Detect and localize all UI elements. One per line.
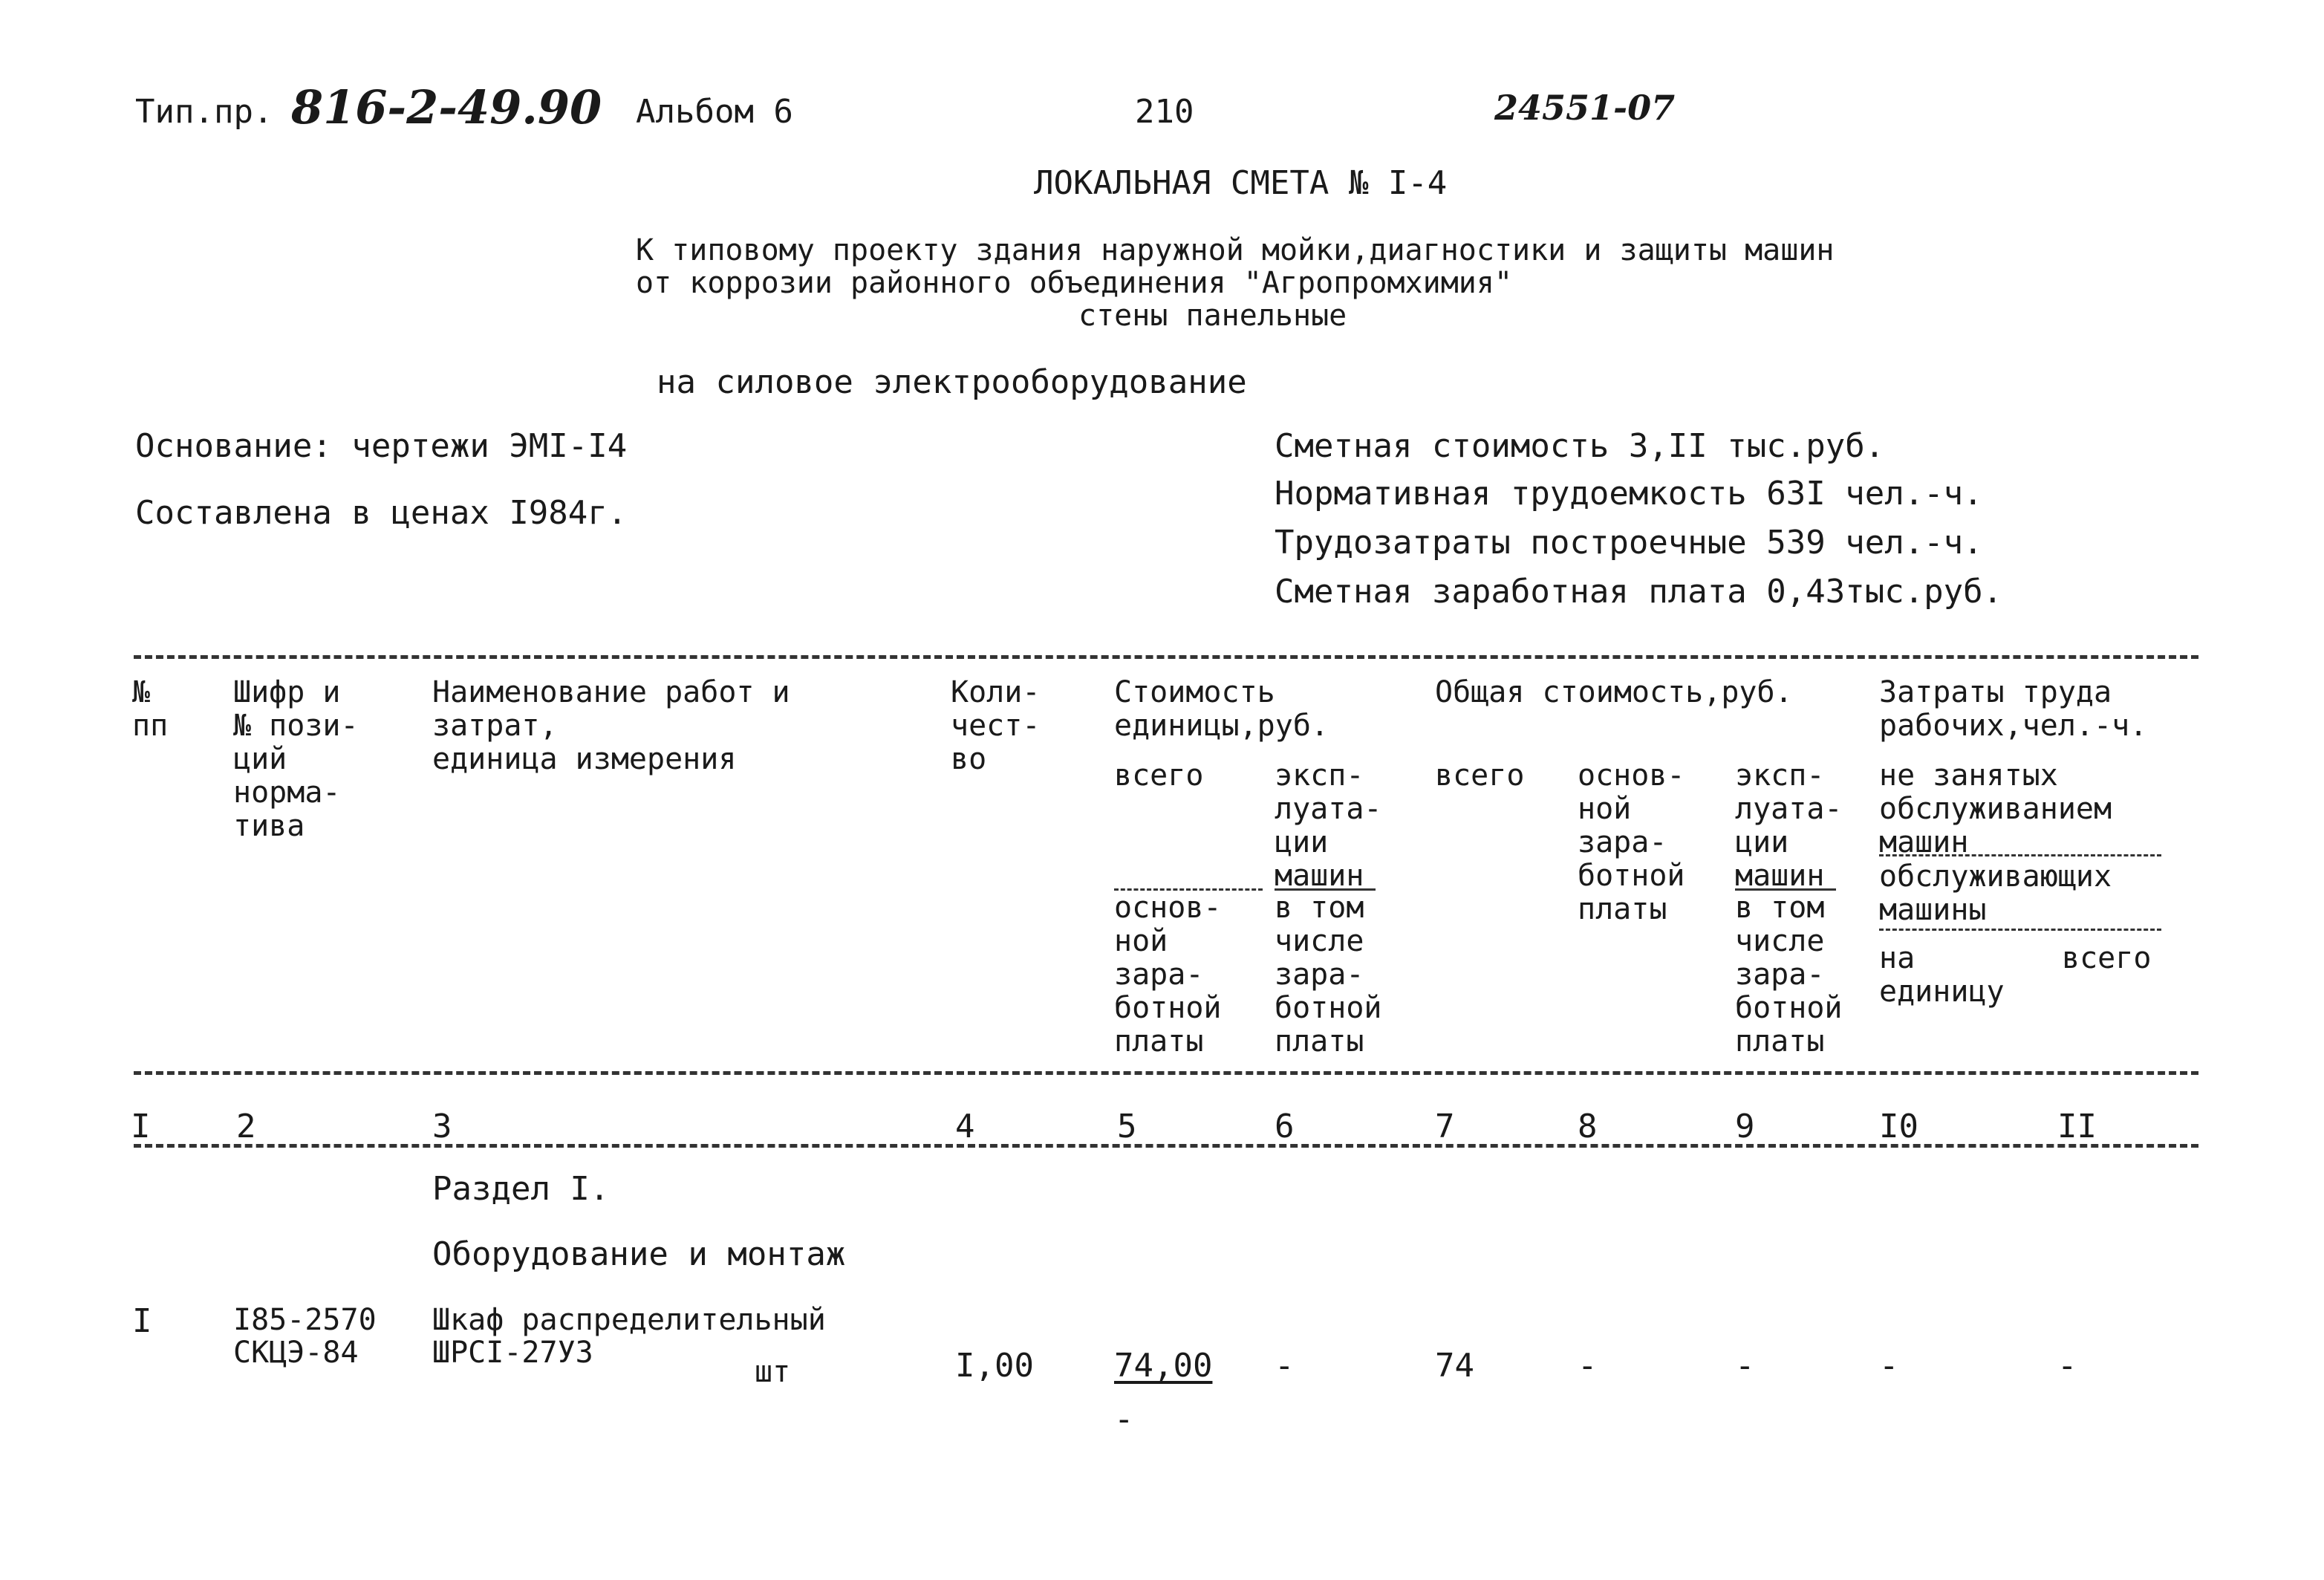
colnum-10: I0 bbox=[1879, 1108, 1918, 1145]
header-per-unit: на единицу bbox=[1879, 941, 2005, 1009]
document-code: 24551-07 bbox=[1494, 88, 1676, 128]
row-total-wage: - bbox=[1578, 1347, 1598, 1385]
header-labor-total: всего bbox=[2062, 941, 2152, 975]
project-description-line1: К типовому проекту здания наружной мойки,диагностики и защиты машин bbox=[636, 233, 1835, 267]
labor-separator-1 bbox=[1879, 854, 2161, 856]
colnum-11: II bbox=[2057, 1108, 2097, 1145]
estimate-title: ЛОКАЛЬНАЯ СМЕТА № I-4 bbox=[1034, 164, 1448, 202]
header-col-code: Шифр и № пози- ций норма- тива bbox=[233, 675, 359, 843]
header-col5-bottom: основ- ной зара- ботной платы bbox=[1114, 891, 1222, 1059]
labor-separator-2 bbox=[1879, 929, 2161, 931]
tip-label: Тип.пр. bbox=[135, 93, 273, 131]
row-unit-total: 74,00 bbox=[1114, 1347, 1213, 1385]
row-code-line2: СКЦЭ-84 bbox=[233, 1336, 359, 1370]
construction-labor: Трудозатраты построечные 539 чел.-ч. bbox=[1275, 524, 1983, 562]
estimated-cost: Сметная стоимость 3,II тыс.руб. bbox=[1275, 427, 1885, 465]
header-col5-top: всего bbox=[1114, 758, 1204, 793]
row-name-line2: ШРСI-27У3 bbox=[432, 1336, 593, 1370]
prices-line: Составлена в ценах I984г. bbox=[135, 494, 628, 532]
row-total: 74 bbox=[1435, 1347, 1474, 1385]
section-title: Раздел I. bbox=[432, 1170, 610, 1208]
header-col6-top: эксп- луата- ции машин bbox=[1275, 758, 1382, 893]
row-unit-machines: - bbox=[1275, 1347, 1295, 1385]
section-subtitle: Оборудование и монтаж bbox=[432, 1235, 846, 1273]
row-unit: шт bbox=[755, 1355, 791, 1389]
colnum-9: 9 bbox=[1735, 1108, 1755, 1145]
colnum-1: I bbox=[131, 1108, 151, 1145]
header-col9-bottom: в том числе зара- ботной платы bbox=[1735, 891, 1843, 1059]
row-labor-total: - bbox=[2057, 1347, 2077, 1385]
header-labor: Затраты труда рабочих,чел.-ч. bbox=[1879, 675, 2148, 743]
table-top-rule bbox=[134, 655, 2198, 659]
header-col-number: № пп bbox=[132, 675, 169, 743]
row-quantity: I,00 bbox=[955, 1347, 1034, 1385]
estimate-subject: на силовое электрооборудование bbox=[657, 363, 1247, 401]
header-unit-cost: Стоимость единицы,руб. bbox=[1114, 675, 1329, 743]
project-code: 816-2-49.90 bbox=[291, 80, 602, 134]
row-name-line1: Шкаф распределительный bbox=[432, 1303, 826, 1337]
row-number: I bbox=[132, 1302, 152, 1340]
header-col-quantity: Коли- чест- во bbox=[951, 675, 1041, 776]
row-labor-unit: - bbox=[1879, 1347, 1899, 1385]
estimated-wage: Сметная заработная плата 0,43тыс.руб. bbox=[1275, 573, 2003, 611]
normative-labor: Нормативная трудоемкость 63I чел.-ч. bbox=[1275, 475, 1983, 513]
colnum-2: 2 bbox=[236, 1108, 256, 1145]
header-col8: основ- ной зара- ботной платы bbox=[1578, 758, 1685, 926]
header-col-name: Наименование работ и затрат, единица измерения bbox=[432, 675, 790, 776]
colnum-bottom-rule bbox=[134, 1144, 2198, 1148]
page-number: 210 bbox=[1135, 93, 1194, 131]
header-col6-bottom: в том числе зара- ботной платы bbox=[1275, 891, 1382, 1059]
album-label: Альбом 6 bbox=[636, 93, 793, 131]
header-bottom-rule bbox=[134, 1071, 2198, 1075]
row-code-line1: I85-2570 bbox=[233, 1303, 377, 1337]
project-description-line3: стены панельные bbox=[1078, 299, 1347, 333]
header-col9-top: эксп- луата- ции машин bbox=[1735, 758, 1843, 893]
project-description-line2: от коррозии районного объединения "Агропромхимия" bbox=[636, 266, 1513, 300]
row-total-machines: - bbox=[1735, 1347, 1755, 1385]
colnum-6: 6 bbox=[1275, 1108, 1295, 1145]
header-total-cost: Общая стоимость,руб. bbox=[1435, 675, 1793, 709]
basis-line: Основание: чертежи ЭМI-I4 bbox=[135, 427, 628, 465]
colnum-4: 4 bbox=[955, 1108, 975, 1145]
row-unit-wage: - bbox=[1114, 1400, 1134, 1438]
header-col7: всего bbox=[1435, 758, 1525, 793]
colnum-3: 3 bbox=[432, 1108, 452, 1145]
colnum-7: 7 bbox=[1435, 1108, 1455, 1145]
colnum-8: 8 bbox=[1578, 1108, 1598, 1145]
colnum-5: 5 bbox=[1117, 1108, 1137, 1145]
header-labor-serving: обслуживающих машины bbox=[1879, 859, 2112, 927]
header-labor-not-serving: не занятых обслуживанием машин bbox=[1879, 758, 2112, 859]
